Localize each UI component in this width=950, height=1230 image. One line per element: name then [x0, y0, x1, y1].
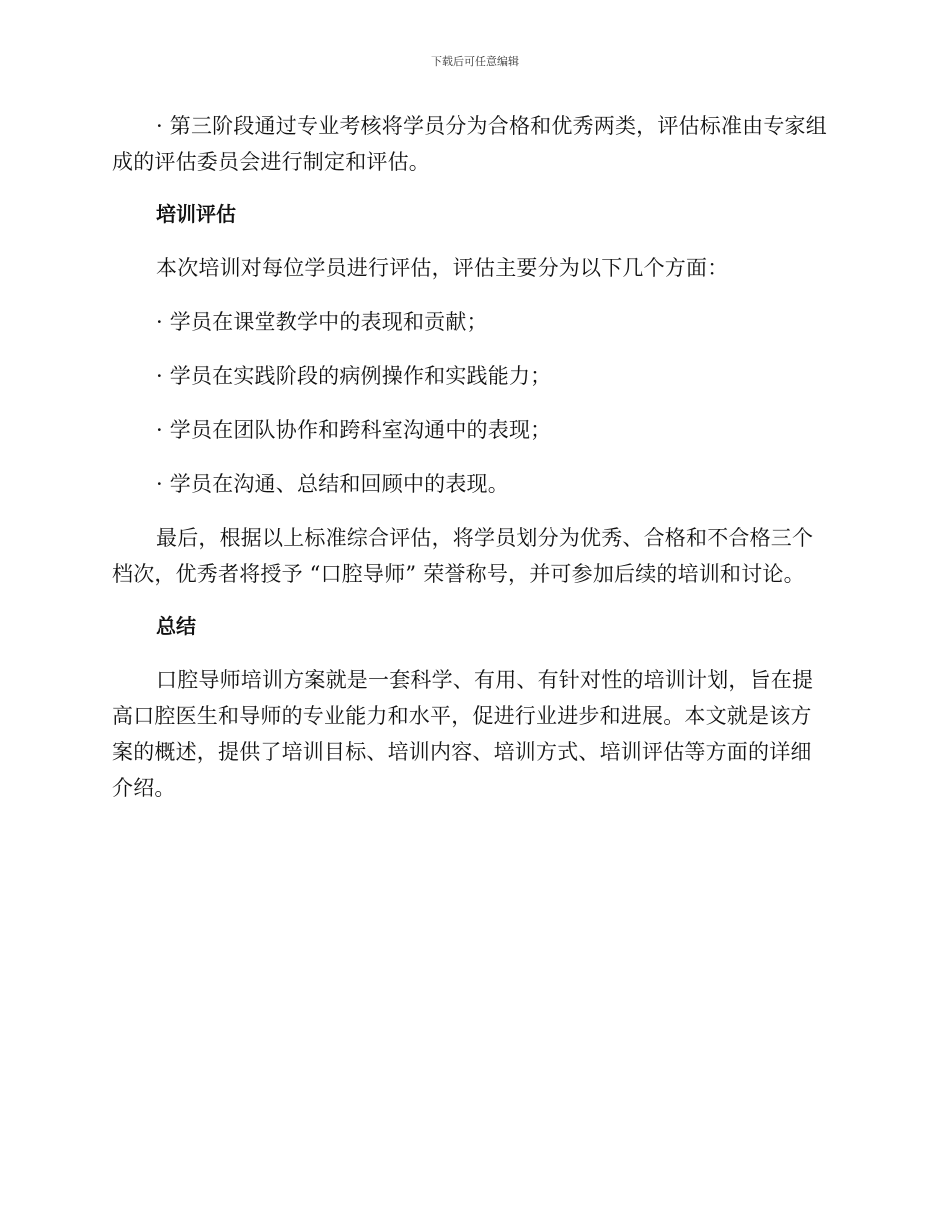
bullet-item-practice: · 学员在实践阶段的病例操作和实践能力； [156, 364, 552, 388]
section-heading-training-evaluation: 培训评估 [156, 202, 236, 226]
bullet-item-teamwork: · 学员在团队协作和跨科室沟通中的表现； [156, 418, 552, 442]
section-heading-summary: 总结 [156, 614, 196, 638]
document-content [112, 108, 832, 806]
bullet-item-classroom: · 学员在课堂教学中的表现和贡献； [156, 310, 488, 334]
bullet-item-communication: · 学员在沟通、总结和回顾中的表现。 [156, 472, 509, 496]
paragraph-evaluation-intro: 本次培训对每位学员进行评估，评估主要分为以下几个方面： [156, 256, 729, 280]
paragraph-summary: 口腔导师培训方案就是一套科学、有用、有针对性的培训计划，旨在提高口腔医生和导师的专业能力和水平，促进行业进步和进展。本文就是该方案的概述，提供了培训目标、培训内容、培训方式、培训评估等方面的详细介绍。 [112, 668, 814, 800]
page-header: 下载后可任意编辑 [431, 55, 519, 68]
paragraph-stage-three: · 第三阶段通过专业考核将学员分为合格和优秀两类，评估标准由专家组成的评估委员会进行制定和评估。 [112, 114, 827, 174]
paragraph-final-evaluation: 最后，根据以上标准综合评估，将学员划分为优秀、合格和不合格三个档次，优秀者将授予 “口腔导师” 荣誉称号，并可参加后续的培训和讨论。 [112, 526, 814, 586]
